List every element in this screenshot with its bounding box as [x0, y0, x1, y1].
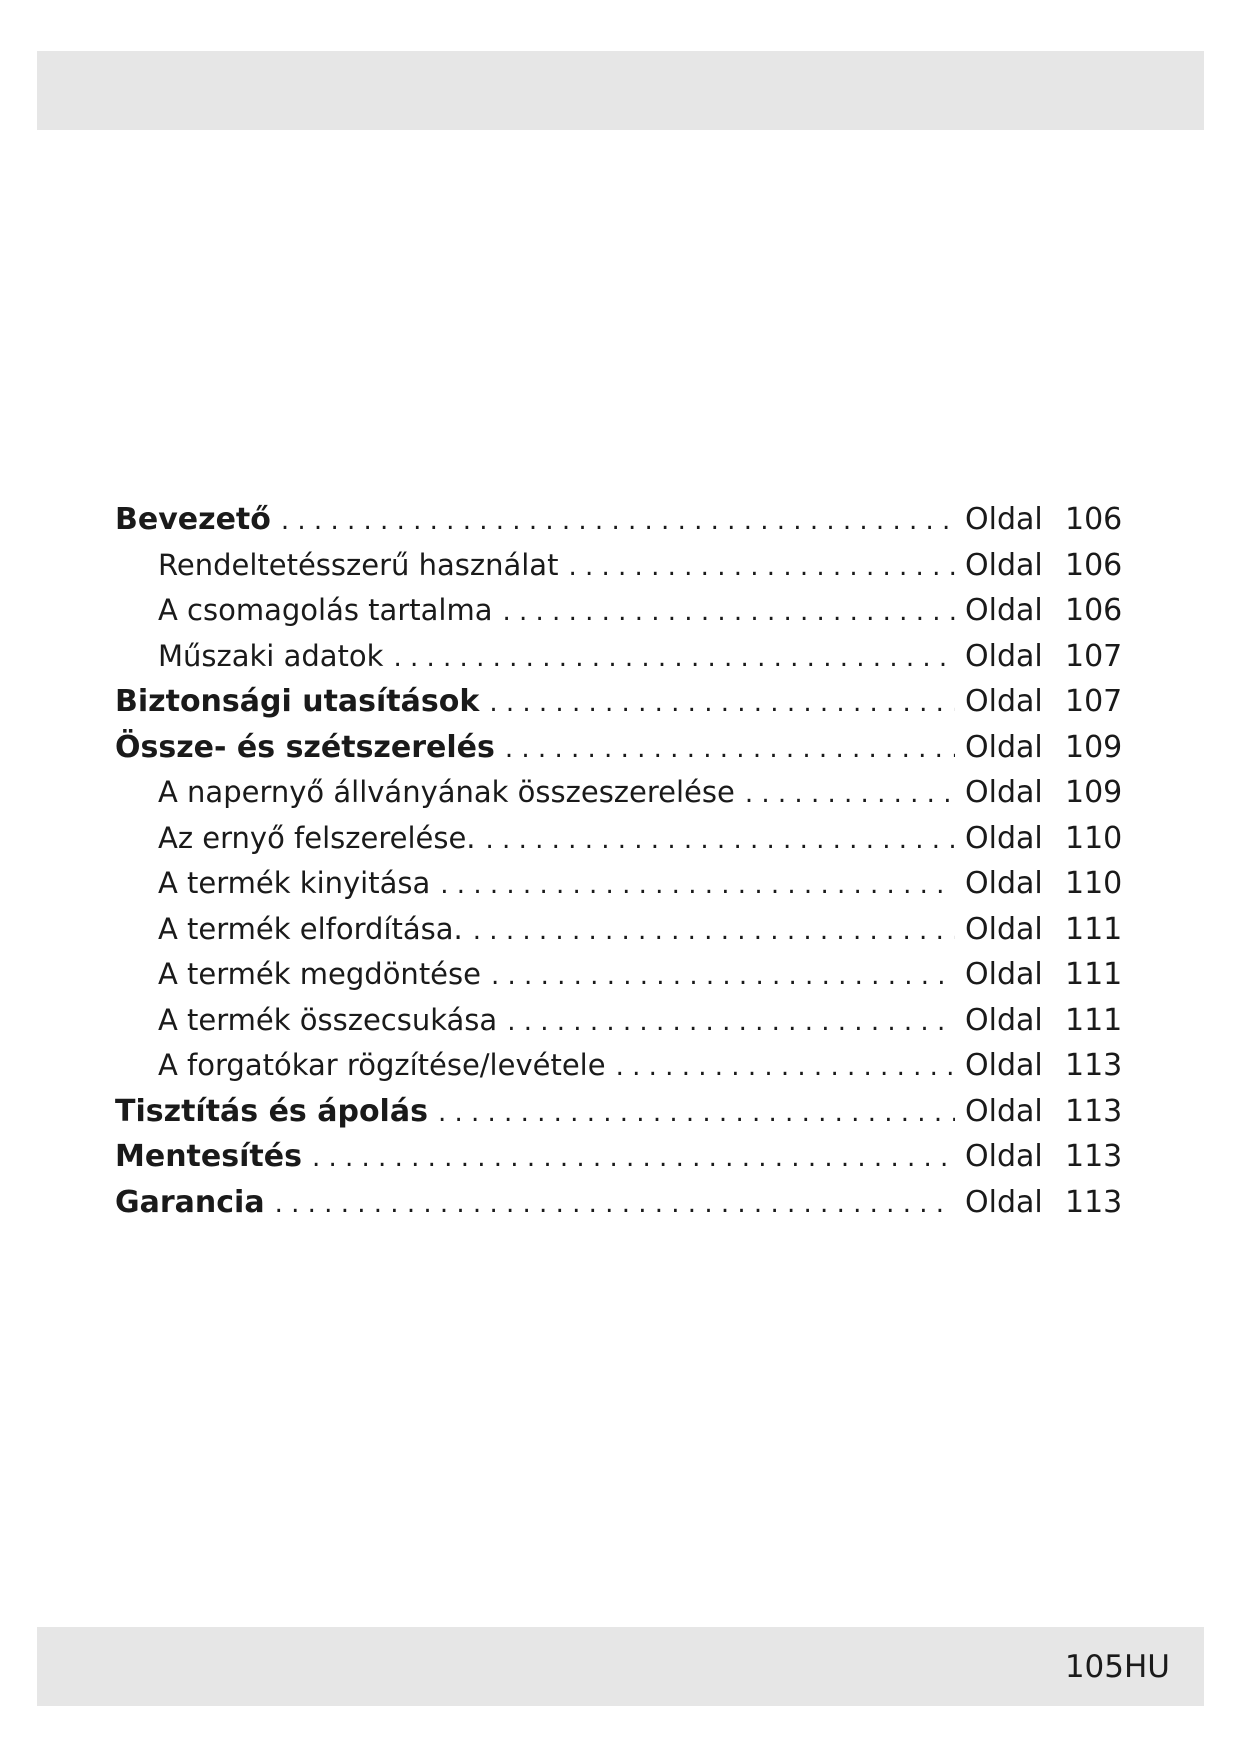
toc-page-number: 111 — [1065, 911, 1123, 947]
toc-dot-leader — [281, 506, 955, 536]
toc-page-number: 107 — [1065, 684, 1123, 719]
toc-entry[interactable] — [115, 548, 1125, 594]
toc-page-label: Oldal — [965, 1002, 1043, 1038]
toc-dot-leader — [616, 1052, 955, 1082]
toc-page-number: 111 — [1065, 1002, 1123, 1038]
toc-page-number: 111 — [1065, 957, 1123, 992]
toc-page-label: Oldal — [965, 820, 1043, 856]
toc-entry[interactable] — [115, 684, 1125, 730]
toc-entry-title: Garancia — [115, 1184, 265, 1220]
toc-dot-leader — [438, 1098, 955, 1128]
toc-entry-title: Rendeltetésszerű használat — [158, 547, 559, 582]
toc-page-label: Oldal — [965, 957, 1043, 992]
toc-page-number: 107 — [1065, 638, 1123, 674]
toc-entry-page — [965, 1139, 1125, 1174]
toc-entry-page — [965, 593, 1125, 628]
toc-entry-title: Mentesítés — [115, 1139, 302, 1174]
toc-entry-page — [965, 775, 1125, 810]
toc-page-number: 110 — [1065, 866, 1123, 901]
toc-entry[interactable] — [115, 502, 1125, 548]
toc-entry-title: A termék kinyitása — [158, 866, 431, 900]
toc-entry-page — [965, 1185, 1125, 1220]
toc-page-number: 106 — [1065, 547, 1123, 583]
toc-entry[interactable] — [115, 1094, 1125, 1140]
toc-dot-leader — [568, 552, 955, 582]
toc-page-number: 106 — [1065, 593, 1123, 628]
toc-entry[interactable] — [115, 730, 1125, 776]
toc-dot-leader — [489, 688, 955, 718]
toc-entry-page — [965, 866, 1125, 901]
toc-entry-page — [965, 821, 1125, 856]
page-number: 105HU — [1064, 1649, 1170, 1685]
toc-page-label: Oldal — [965, 1048, 1043, 1083]
toc-entry-title: Tisztítás és ápolás — [115, 1093, 428, 1129]
toc-dot-leader — [312, 1143, 955, 1173]
toc-entry-page — [965, 548, 1125, 583]
toc-dot-leader — [473, 916, 955, 946]
toc-dot-leader — [507, 1007, 955, 1037]
toc-page-label: Oldal — [965, 593, 1043, 628]
toc-dot-leader — [505, 734, 955, 764]
toc-entry[interactable] — [115, 775, 1125, 821]
toc-entry-page — [965, 957, 1125, 992]
toc-page-number: 113 — [1065, 1139, 1123, 1174]
toc-entry-title: Össze- és szétszerelés — [115, 729, 495, 765]
toc-entry-title: Biztonsági utasítások — [115, 684, 480, 719]
toc-page-number: 113 — [1065, 1048, 1123, 1083]
toc-page-label: Oldal — [965, 729, 1043, 765]
toc-page-number: 110 — [1065, 820, 1123, 856]
toc-dot-leader — [502, 597, 955, 627]
toc-page-label: Oldal — [965, 911, 1043, 947]
toc-entry[interactable] — [115, 593, 1125, 639]
toc-entry-title: A termék megdöntése — [158, 957, 481, 991]
toc-page-label: Oldal — [965, 1139, 1043, 1174]
toc-entry[interactable] — [115, 639, 1125, 685]
toc-dot-leader — [745, 779, 955, 809]
toc-dot-leader — [491, 961, 955, 991]
toc-page-number: 113 — [1065, 1184, 1123, 1220]
toc-page-number: 109 — [1065, 775, 1123, 810]
toc-page-number: 109 — [1065, 729, 1123, 765]
toc-page-number: 106 — [1065, 502, 1123, 537]
toc-entry[interactable] — [115, 957, 1125, 1003]
toc-entry-page — [965, 502, 1125, 537]
toc-page-label: Oldal — [965, 1093, 1043, 1129]
toc-entry-page — [965, 639, 1125, 674]
toc-entry-title: A csomagolás tartalma — [158, 593, 493, 627]
toc-entry[interactable] — [115, 1139, 1125, 1185]
toc-entry-page — [965, 1003, 1125, 1038]
toc-entry[interactable] — [115, 912, 1125, 958]
toc-page-label: Oldal — [965, 1184, 1043, 1220]
toc-entry[interactable] — [115, 821, 1125, 867]
toc-entry-title: Az ernyő felszerelése. — [158, 820, 476, 855]
toc-page-label: Oldal — [965, 638, 1043, 674]
toc-entry-title: A termék elfordítása. — [158, 911, 463, 946]
toc-entry[interactable] — [115, 866, 1125, 912]
toc-dot-leader — [275, 1189, 955, 1219]
toc-entry-title: A termék összecsukása — [158, 1002, 498, 1037]
footer-band — [37, 1627, 1204, 1706]
toc-page-label: Oldal — [965, 684, 1043, 719]
header-band — [37, 51, 1204, 130]
toc-entry-page — [965, 730, 1125, 765]
toc-entry-title: A napernyő állványának összeszerelése — [158, 775, 735, 809]
toc-dot-leader — [486, 825, 955, 855]
toc-entry-title: Műszaki adatok — [158, 638, 384, 673]
toc-entry-page — [965, 1048, 1125, 1083]
toc-entry[interactable] — [115, 1048, 1125, 1094]
toc-entry-page — [965, 684, 1125, 719]
toc-page-number: 113 — [1065, 1093, 1123, 1129]
toc-entry-title: Bevezető — [115, 502, 271, 537]
toc-page-label: Oldal — [965, 502, 1043, 537]
toc-entry[interactable] — [115, 1003, 1125, 1049]
table-of-contents — [115, 502, 1125, 1230]
toc-dot-leader — [440, 870, 955, 900]
toc-page-label: Oldal — [965, 866, 1043, 901]
toc-page-label: Oldal — [965, 547, 1043, 583]
toc-entry-page — [965, 1094, 1125, 1129]
toc-page-label: Oldal — [965, 775, 1043, 810]
toc-entry-title: A forgatókar rögzítése/levétele — [158, 1048, 606, 1082]
toc-entry[interactable] — [115, 1185, 1125, 1231]
toc-dot-leader — [393, 643, 955, 673]
toc-entry-page — [965, 912, 1125, 947]
